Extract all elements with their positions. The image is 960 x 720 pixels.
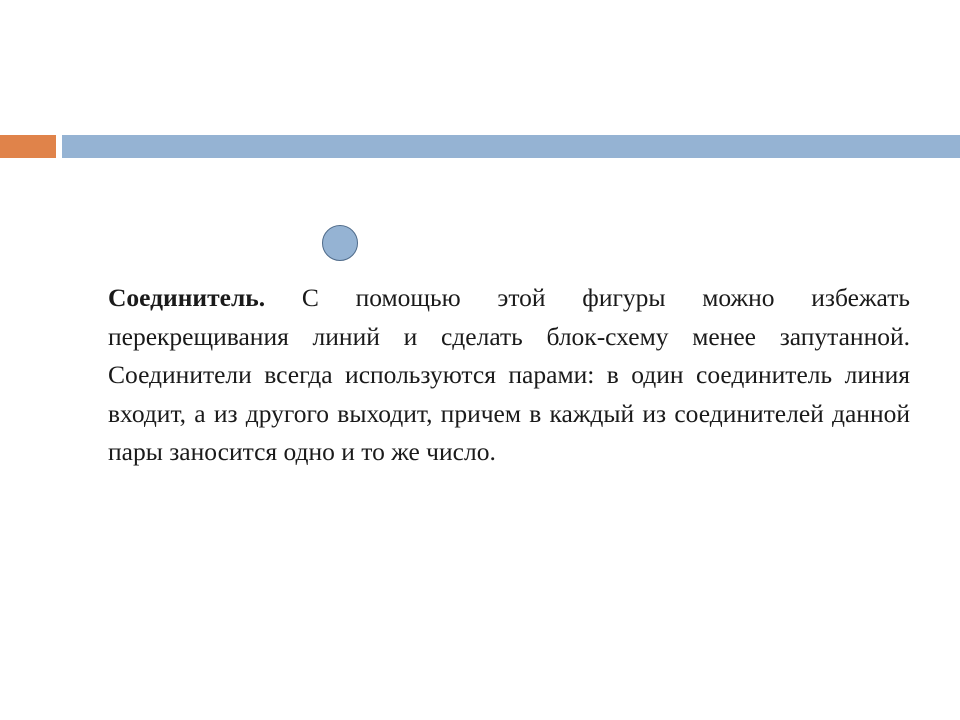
circle-connector-icon xyxy=(322,225,358,261)
term-label: Соединитель. xyxy=(108,283,266,312)
term-description: С помощью этой фигуры можно избежать перекрещивания линий и сделать блок-схему менее запутанной. Соединители всегда используются парами: в один соединитель линия входит, а из другого выходит, причем в каждый из соединителей данной пары заносится одно и то же число. xyxy=(108,283,910,466)
connector-description-paragraph xyxy=(108,279,910,472)
accent-bar-orange xyxy=(0,135,56,158)
accent-bar-blue xyxy=(62,135,960,158)
